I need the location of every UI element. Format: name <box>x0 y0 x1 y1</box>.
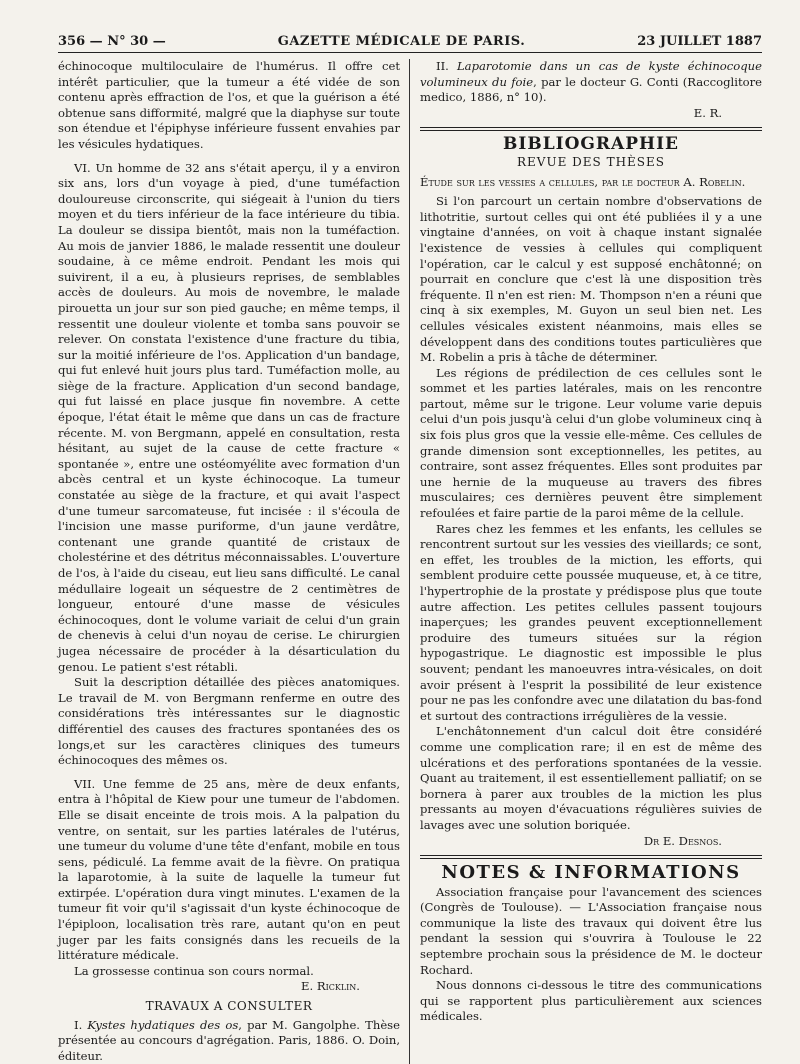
paragraph-association: Association française pour l'avancement des sciences (Congrès de Toulouse). — L'Association française nous communique la liste des travaux qui doivent être lus pendant la session qui s'ouvrira à Toulouse le 22 septembre prochain sous la présidence de M. le docteur Rochard. <box>420 884 762 977</box>
travaux-2-title: Laparotomie dans un cas de kyste échinocoque volumineux du foie <box>420 59 762 89</box>
section-divider <box>420 127 762 131</box>
page-number-issue <box>58 34 166 49</box>
revue-theses-title: REVUE DES THÈSES <box>517 154 665 169</box>
paragraph-case-vii: VII. Une femme de 25 ans, mère de deux enfants, entra à l'hôpital de Kiew pour une tumeur de l'abdomen. Elle se disait enceinte de trois mois. A la palpation du ventre, on sentait, sur les parties latérales de l'utérus, une tumeur du volume d'une tête d'enfant, mobile en tous sens, pédiculé. La femme avait de la fièvre. On pratiqua la laparotomie, à la suite de laquelle la tumeur fut extirpée. L'opération dura vingt minutes. L'examen de la tumeur fit voir qu'il s'agissait d'un kyste échinocoque de l'épiploon, localisation très rare, autant qu'on en peut juger par les faits consignés dans les recueils de la littérature médicale. <box>58 776 400 963</box>
travaux-heading: TRAVAUX A CONSULTER <box>145 999 313 1014</box>
signature-desnos: Dr E. Desnos. <box>643 833 722 848</box>
paragraph-bergmann: Suit la description détaillée des pièces anatomiques. Le travail de M. von Bergmann renferme en outre des considérations très intéressantes sur le diagnostic différentiel des causes des fractures spontanées des os longs,et sur les caractères cliniques des tumeurs échinocoques des mêmes os. <box>58 675 400 768</box>
paragraph-case-vi: VI. Un homme de 32 ans s'était aperçu, il y a environ six ans, lors d'un voyage à pied, d'une tuméfaction douloureuse circonscrite, qui siégeait à l'union du tiers moyen et du tiers inférieur de la face intérieure du tibia. La douleur se dissipa bientôt, mais non la tuméfaction. Au mois de janvier 1886, le malade ressentit une douleur soudaine, à ce même endroit. Pendant les mois qui suivirent, il a eu, à plusieurs reprises, de semblables accès de douleurs. Au mois de novembre, le malade pirouetta un jour sur son pied gauche; en même temps, il ressentit une douleur violente et tomba sans pouvoir se relever. On constata l'existence d'une fracture du tibia, sur la moitié inférieure de l'os. Application d'un bandage, qui fut enlevé huit jours plus tard. Tuméfaction molle, au siège de la fracture. Application d'un second bandage, qui fut laissé en place jusque fin novembre. A cette époque, l'état était le même que dans un cas de fracture récente. M. von Bergmann, appelé en consultation, resta hésitant, au sujet de la cause de cette fracture « spontanée », entre une ostéomyélite avec formation d'un abcès central et un kyste échinocoque. La tumeur constatée au siège de la fracture, et qui avait l'aspect d'une tumeur sarcomateuse, fut incisée : il s'écoula de l'incision une masse puriforme, d'un jaune verdâtre, contenant une grande quantité de cristaux de cholestérine et des détritus méconnaissables. L'ouverture de l'os, à l'aide du ciseau, eut lieu sans difficulté. Le canal médullaire logeait un séquestre de 2 centimètres de longueur, entouré d'une masse de vésicules échinocoques, dont le volume variait de celui d'un grain de chenevis à celui d'un noyau de cerise. Le chirurgien jugea nécessaire de procéder à la désarticulation du genou. Le patient s'est rétabli. <box>58 160 401 674</box>
right-column <box>409 59 762 1064</box>
travaux-1-prefix: I. <box>74 1017 88 1032</box>
notes-informations-title: NOTES & INFORMATIONS <box>441 862 741 884</box>
etude-title: Étude sur les vessies a cellules, par le docteur A. Robelin. <box>420 174 746 189</box>
travaux-1-title: Kystes hydatiques des os <box>87 1017 239 1032</box>
travaux-1-rest: , par M. Gangolphe. Thèse présentée au concours d'agrégation. Paris, 1886. O. Doin, éditeur. <box>58 1017 400 1063</box>
paragraph-humerus-cont: échinocoque multiloculaire de l'humérus. Il offre cet intérêt particulier, que la tumeur a été vidée de son contenu après effraction de l'os, et que la guérison a été obtenue sans difformité, malgré que la diaphyse sur toute son étendue et l'épiphyse inférieure fussent envahies par les vésicules hydatiques. <box>58 59 400 151</box>
travaux-2-rest: , par le docteur G. Conti (Raccoglitore medico, 1886, n° 10). <box>420 74 762 105</box>
bibliographie-title: BIBLIOGRAPHIE <box>503 134 679 155</box>
paragraph-enchatonnement: L'enchâtonnement d'un calcul doit être considéré comme une complication rare; il en est de même des ulcérations et des perforations spontanées de la vessie. Quant au traitement, il est essentiellement palliatif; on se bornera à parer aux troubles de la miction les plus pressants au moyen d'évacuations régulières suivies de lavages avec une solution boriquée. <box>420 724 762 832</box>
paragraph-communications: Nous donnons ci-dessous le titre des communications qui se rapportent plus particulièrement aux sciences médicales. <box>420 978 762 1024</box>
page-number: 356 <box>58 34 86 49</box>
paragraph-lithotritie: Si l'on parcourt un certain nombre d'observations de lithotritie, surtout celles qui ont été publiées il y a une vingtaine d'années, on voit à chaque instant signalée l'existence de vessies à cellules qui compliquent l'opération, car le calcul y est supposé enchâtonné; on pourrait en conclure que c'est là une disposition très fréquente. Il n'en est rien: M. Thompson n'en a réuni que cinq à six exemples, M. Guyon un seul bien net. Les cellules vésicales existent néanmoins, mais elles se développent dans des conditions toutes particulières que M. Robelin a pris à tâche de déterminer. <box>420 194 762 365</box>
two-columns <box>58 59 762 1064</box>
paragraph-regions: Les régions de prédilection de ces cellules sont le sommet et les parties latérales, mais on les rencontre partout, même sur le trigone. Leur volume varie depuis celui d'un pois jusqu'à celui d'un globe volumineux cinq à six fois plus gros que la vessie elle-même. Ces cellules de grande dimension sont exceptionnelles, les petites, au contraire, sont assez fréquentes. Elles sont produites par une hernie de la muqueuse au travers des fibres musculaires; ces dernières peuvent être simplement refoulées et faire partie de la paroi même de la cellule. <box>420 365 762 521</box>
section-divider-2 <box>420 855 762 859</box>
paragraph-grossesse: La grossesse continua son cours normal. <box>74 963 314 978</box>
running-head <box>58 34 762 53</box>
paragraph-rares: Rares chez les femmes et les enfants, les cellules se rencontrent surtout sur les vessies des vieillards; ce sont, en effet, les troubles de la miction, les efforts, qui semblent produire cette poussée muqueuse, et, à ce titre, l'hypertrophie de la prostate y prédispose plus que toute autre affection. Les petites cellules passent toujours inaperçues; les grandes peuvent exceptionnellement produire des tumeurs situées sur la région hypogastrique. Le diagnostic est impossible le plus souvent; pendant les manoeuvres intra-vésicales, on doit avoir présent à l'esprit la possibilité de leur existence pour ne pas les confondre avec une dilatation du bas-fond et surtout des contractions irrégulières de la vessie. <box>420 521 762 723</box>
signature-ricklin: E. Ricklin. <box>301 979 360 994</box>
signature-er: E. R. <box>693 105 722 120</box>
issue-date: 23 JUILLET 1887 <box>637 34 762 49</box>
travaux-item-1 <box>58 1018 400 1064</box>
left-column <box>58 59 409 1064</box>
journal-title: GAZETTE MÉDICALE DE PARIS. <box>277 34 526 49</box>
issue-number: — N° 30 — <box>89 34 166 49</box>
travaux-2-prefix: II. <box>436 59 457 73</box>
travaux-item-2 <box>420 59 762 106</box>
